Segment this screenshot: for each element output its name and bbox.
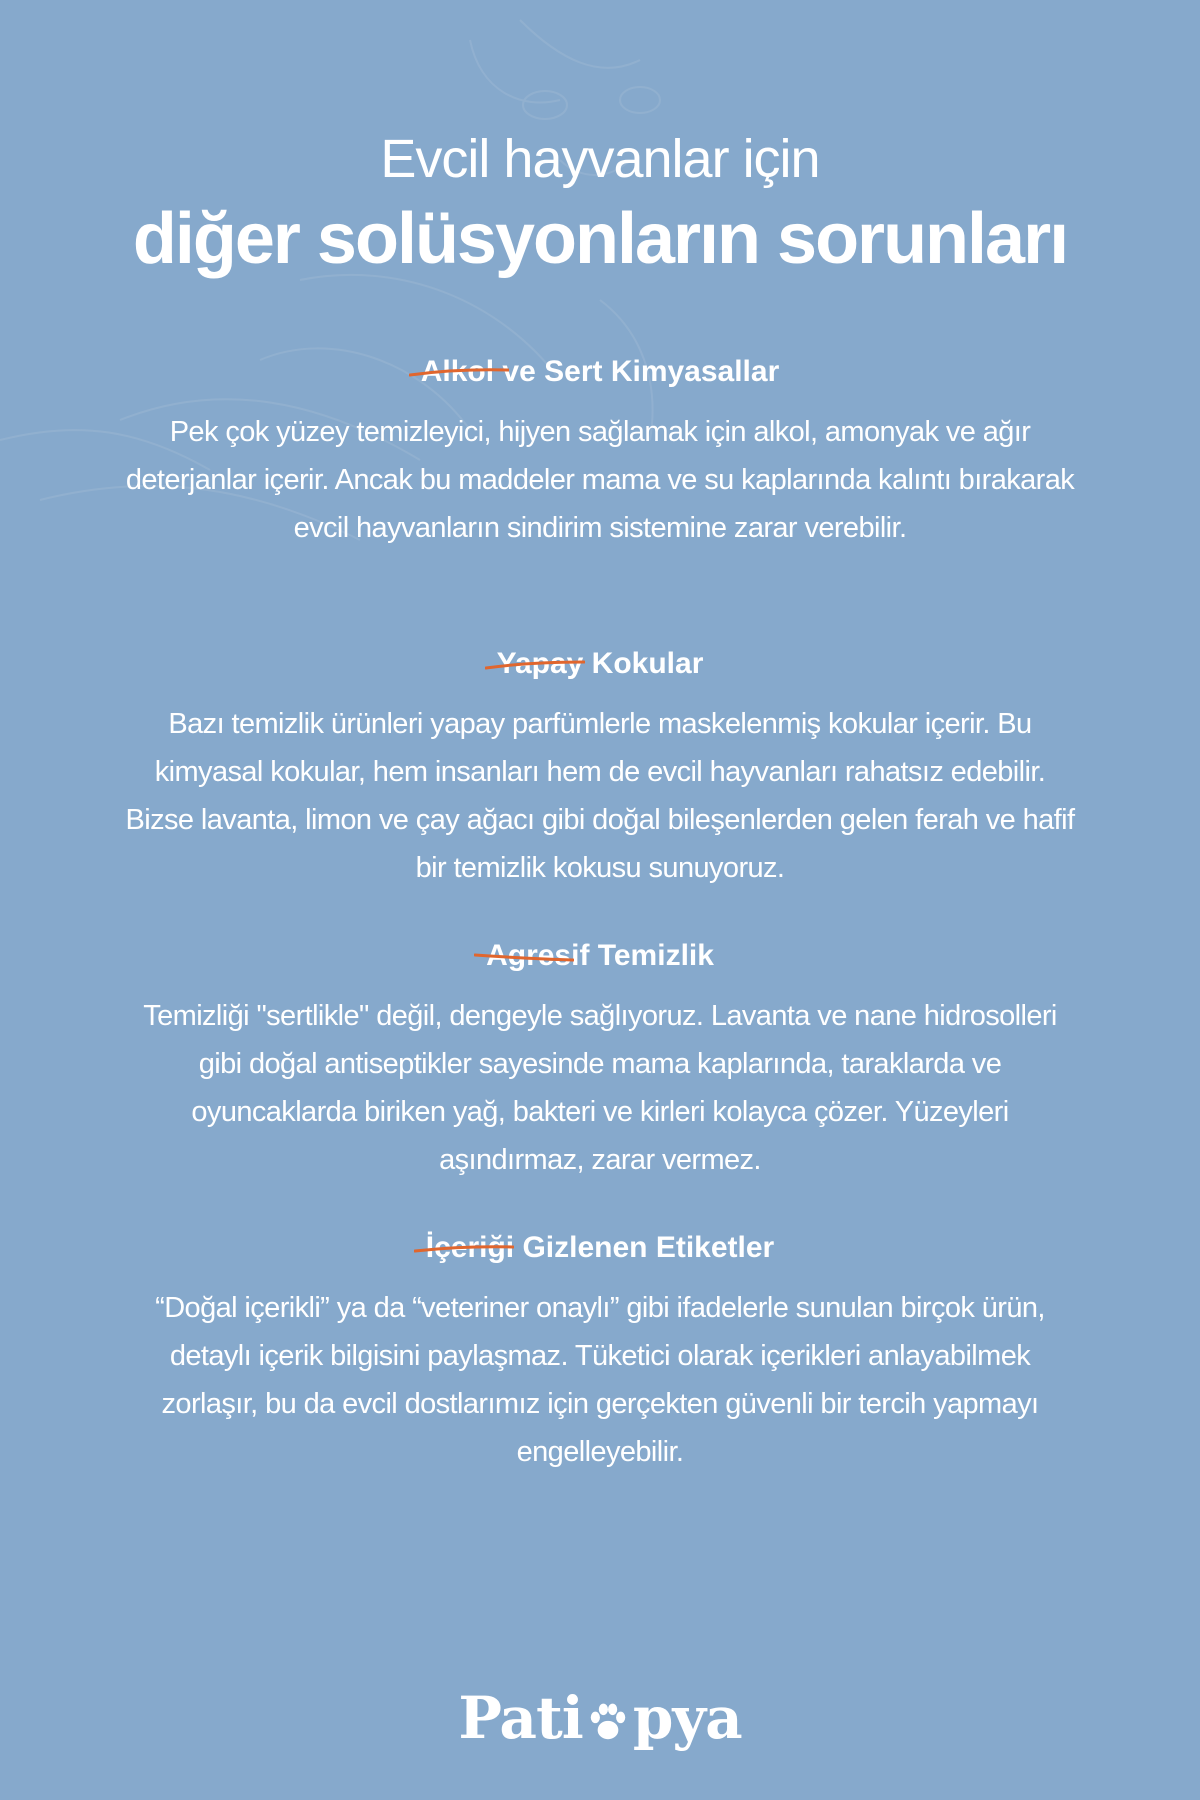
paw-icon	[585, 1699, 631, 1745]
section-body: Pek çok yüzey temizleyici, hijyen sağlamak için alkol, amonyak ve ağır deterjanlar içerir. Ancak bu maddeler mama ve su kaplarında kalıntı bırakarak evcil hayvanların sindirim sistemine zarar verebilir.	[125, 416, 1075, 544]
logo-text-start: Pati	[458, 1684, 583, 1752]
section-heading	[415, 352, 786, 392]
title-line-2: diğer solüsyonların sorunları	[132, 199, 1068, 279]
section-heading-text: Yapay Kokular	[496, 647, 704, 680]
section-heading-text: İçeriği Gizlenen Etiketler	[425, 1231, 775, 1264]
strikethrough-mark	[409, 367, 509, 379]
strikethrough-mark	[414, 1243, 514, 1255]
section-body: Temizliği "sertlikle" değil, dengeyle sağlıyoruz. Lavanta ve nane hidrosolleri gibi doğal antiseptikler sayesinde mama kaplarında, taraklarda ve oyuncaklarda biriken yağ, bakteri ve kirleri kolayca çözer. Yüzeyleri aşındırmaz, zarar vermez.	[143, 1000, 1057, 1176]
logo-text-end: pya	[632, 1684, 742, 1752]
brand-logo	[0, 1684, 1200, 1752]
section-alkol	[120, 352, 1080, 552]
section-yapay-kokular	[120, 644, 1080, 892]
section-agresif-temizlik	[120, 936, 1080, 1184]
strikethrough-mark	[485, 659, 585, 671]
section-heading-text: Alkol ve Sert Kimyasallar	[420, 355, 780, 388]
section-etiketler	[120, 1228, 1080, 1476]
section-heading	[491, 644, 710, 684]
section-heading	[480, 936, 720, 976]
section-body: “Doğal içerikli” ya da “veteriner onaylı” gibi ifadelerle sunulan birçok ürün, detaylı içerik bilgisini paylaşmaz. Tüketici olarak içerikleri anlayabilmek zorlaşır, bu da evcil dostlarımız için gerçekten güvenli bir tercih yapmayı engelleyebilir.	[155, 1292, 1045, 1468]
logo-wordmark	[458, 1684, 741, 1752]
section-body: Bazı temizlik ürünleri yapay parfümlerle maskelenmiş kokular içerir. Bu kimyasal kokular, hem insanları hem de evcil hayvanları rahatsız edebilir. Bizse lavanta, limon ve çay ağacı gibi doğal bileşenlerden gelen ferah ve hafif bir temizlik kokusu sunuyoruz.	[125, 708, 1075, 884]
title-line-1: Evcil hayvanlar için	[380, 129, 820, 189]
section-heading-text: Agresif Temizlik	[486, 939, 714, 972]
strikethrough-mark	[474, 951, 574, 963]
section-heading	[420, 1228, 780, 1268]
